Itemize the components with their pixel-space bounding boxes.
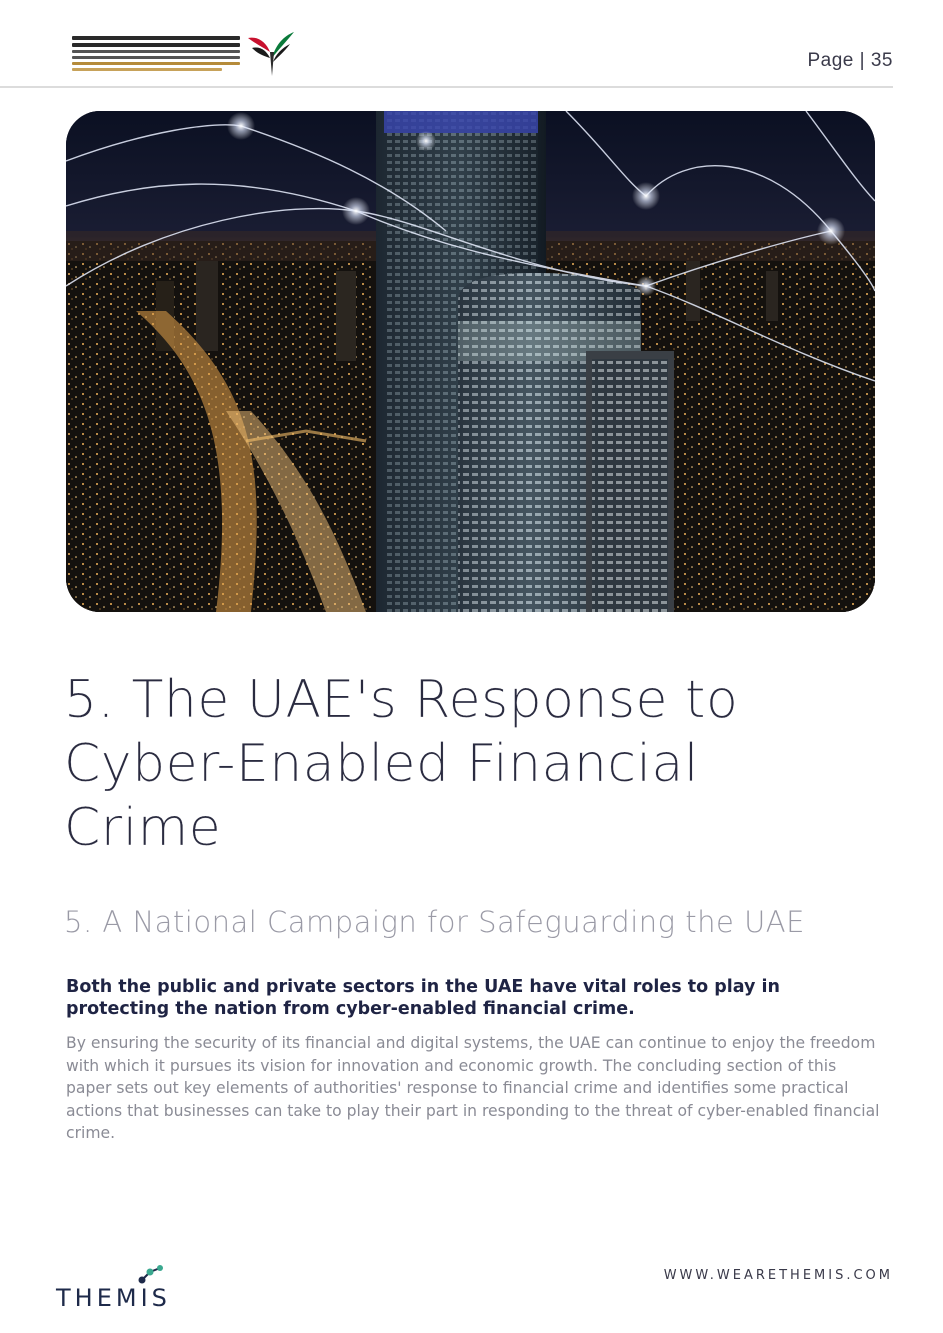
hero-image <box>66 111 875 612</box>
website-link[interactable]: WWW.WEARETHEMIS.COM <box>663 1268 893 1283</box>
header-divider <box>0 86 893 88</box>
page-number: Page | 35 <box>807 50 893 71</box>
lead-paragraph: Both the public and private sectors in the UAE have vital roles to play in protecting the nation from cyber-enabled financial crime. <box>66 977 780 1019</box>
body-paragraph: By ensuring the security of its financial and digital systems, the UAE can continue to enjoy the freedom with which it pursues its vision for innovation and economic growth. The concluding section of this paper sets out key elements of authorities' response to financial crime and identifies some practical actions that businesses can take to play their part in responding to the threat of cyber-enabled financial crime. <box>66 1034 880 1142</box>
city-night-network-image <box>66 111 875 612</box>
themis-logo <box>56 1262 186 1312</box>
themis-wordmark: THEMIS <box>56 1284 171 1312</box>
molecule-icon <box>136 1262 166 1286</box>
section-subtitle: 5. A National Campaign for Safeguarding the UAE <box>64 905 805 939</box>
committee-logo <box>72 26 298 82</box>
section-title: 5. The UAE's Response to Cyber-Enabled Financial Crime <box>64 670 739 858</box>
falcon-emblem-icon <box>244 28 298 80</box>
logo-wordmark <box>72 36 240 74</box>
